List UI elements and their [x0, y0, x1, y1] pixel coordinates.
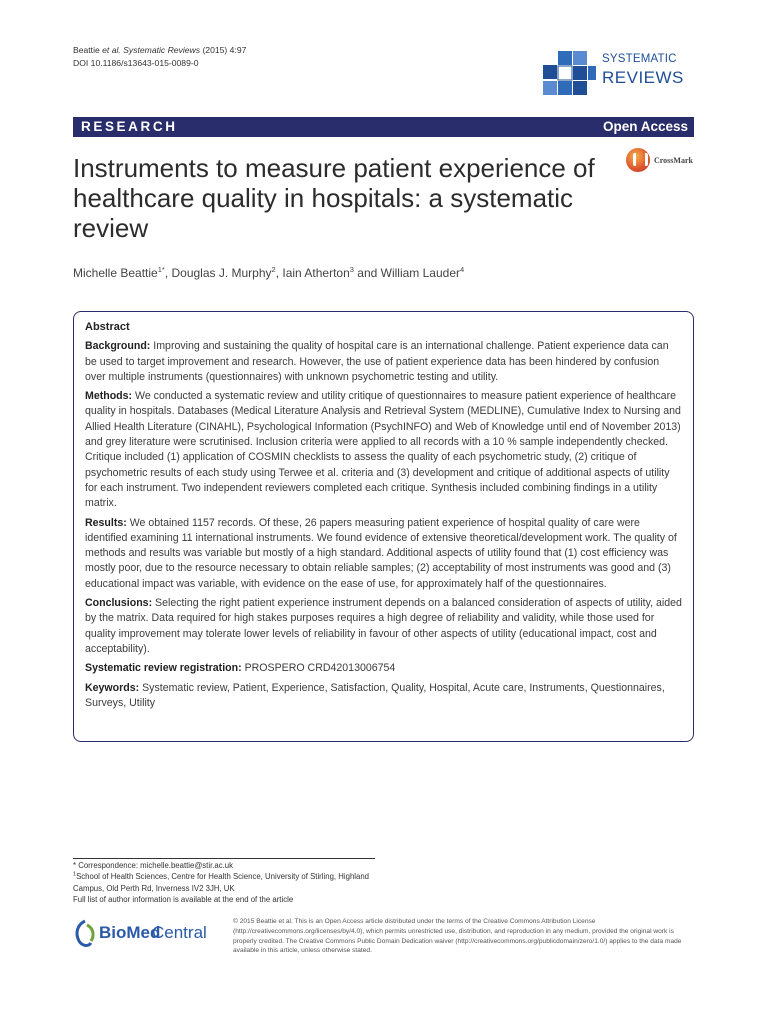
- abstract-registration: [85, 661, 682, 676]
- author-affiliation: 3: [349, 265, 354, 274]
- abstract-background: [85, 339, 682, 385]
- crossmark-label: CrossMark: [654, 156, 693, 165]
- article-type: RESEARCH: [81, 119, 178, 134]
- article-title: Instruments to measure patient experience of healthcare quality in hospitals: a systematic review: [73, 153, 595, 243]
- article-type-banner: [73, 117, 694, 137]
- citation-year: (2015) 4:97: [200, 45, 247, 55]
- citation-journal: et al. Systematic Reviews: [102, 45, 201, 55]
- citation-header: [73, 44, 246, 70]
- author-name[interactable]: William Lauder: [380, 266, 460, 280]
- journal-logo-text: [602, 54, 684, 86]
- abstract-keywords: [85, 681, 682, 712]
- author-list: [73, 266, 464, 280]
- conclusions-label: Conclusions:: [85, 597, 153, 610]
- registration-label: Systematic review registration:: [85, 662, 242, 675]
- abstract-content: [85, 320, 682, 715]
- keywords-label: Keywords:: [85, 681, 140, 694]
- abstract-conclusions: [85, 596, 682, 657]
- author-affiliation: 1*: [157, 265, 165, 274]
- results-label: Results:: [85, 516, 127, 529]
- affiliation-sup: 1: [73, 871, 77, 878]
- methods-label: Methods:: [85, 390, 133, 403]
- logo-line2: REVIEWS: [602, 67, 684, 87]
- methods-text: We conducted a systematic review and utility critique of questionnaires to measure patient experience of healthcare quality in hospitals. Databases (Medical Literature Analysis and Retrieval System (MEDLINE), Cumulative Index to Nursing and Allied Health Literature (CINAHL), Psychological Information (PsychINFO) and Web of Knowledge until end of November 2013) and grey literature were scrutinised. Inclusion criteria were applied to all records with a 10 % sample independently checked. Critique included (1) application of COSMIN checklists to assess the quality of each psychometric study, (2) critique of psychometric results of each study using Terwee et al. criteria and (3) development and critique of additional aspects of utility for each instrument. Two independent reviewers completed each critique. Synthesis included combining findings in a utility matrix.: [85, 390, 681, 510]
- biomed-central-icon: [73, 919, 97, 949]
- open-access-label: Open Access: [602, 119, 688, 134]
- author-info-note: Full list of author information is available at the end of the article: [73, 894, 294, 904]
- publisher-logo[interactable]: [73, 917, 223, 953]
- author-separator: ,: [164, 266, 172, 280]
- citation-line: [73, 44, 246, 57]
- background-text: Improving and sustaining the quality of hospital care is an international challenge. Patient experience data can be used to target improvement and research. However, the use of patient experience data has been hindered by confusion over multiple instruments (questionnaires) with unknown psychometric testing and utility.: [85, 340, 669, 383]
- conclusions-text: Selecting the right patient experience instrument depends on a balanced consideration of aspects of utility, aided by the matrix. Data required for high stakes purposes requires a high degree of reliability and validity, while those used for quality improvement may tolerate lower levels of reliability in favour of other aspects of utility (educational impact, cost and acceptability).: [85, 597, 682, 655]
- author-separator: and: [353, 266, 381, 280]
- author-name[interactable]: Iain Atherton: [282, 266, 350, 280]
- publisher-name-regular: Central: [152, 923, 207, 942]
- affiliation: [73, 871, 393, 894]
- systematic-reviews-logo-icon: [543, 47, 599, 103]
- license-text: © 2015 Beattie et al. This is an Open Access article distributed under the terms of the Creative Commons Attribution License (http://creativecommons.org/licenses/by/4.0), which permits unrestricted use, distribution, and reproduction in any medium, provided the original work is properly credited. The Creative Commons Public Domain Dedication waiver (http://creativecommons.org/publicdomain/zero/1.0/) applies to the data made available in this article, unless otherwise stated.: [233, 918, 682, 955]
- affiliation-text: School of Health Sciences, Centre for Health Science, University of Stirling, Highland Campus, Old Perth Rd, Inverness IV2 3JH, UK: [73, 872, 370, 893]
- author-name[interactable]: Douglas J. Murphy: [171, 266, 272, 280]
- publisher-name-bold: BioMed: [99, 923, 161, 942]
- abstract-results: [85, 516, 682, 592]
- crossmark-badge[interactable]: [626, 148, 698, 176]
- abstract-methods: [85, 389, 682, 511]
- keywords-text: Systematic review, Patient, Experience, Satisfaction, Quality, Hospital, Acute care, Instruments, Questionnaires, Surveys, Utility: [85, 681, 665, 709]
- citation-authors: Beattie: [73, 45, 103, 55]
- footnotes: [73, 860, 393, 905]
- author-separator: ,: [275, 266, 283, 280]
- logo-line1: SYSTEMATIC: [602, 53, 677, 65]
- results-text: We obtained 1157 records. Of these, 26 papers measuring patient experience of hospital quality of care were identified examining 11 international instruments. We found evidence of extensive theoretical/development work. The quality of methods and results was variable but mostly of a high standard. Additional aspects of utility found that (1) cost efficiency was mostly poor, due to the resource necessary to obtain reliable samples; (2) acceptability of most instruments was good and (3) educational impact was variable, with evidence on the ease of use, for approximately half of the questionnaires.: [85, 516, 677, 590]
- citation-doi[interactable]: DOI 10.1186/s13643-015-0089-0: [73, 58, 199, 68]
- abstract-heading: Abstract: [85, 321, 130, 333]
- journal-logo[interactable]: [543, 47, 693, 103]
- background-label: Background:: [85, 340, 151, 353]
- author-affiliation: 4: [460, 265, 465, 274]
- abstract-box: [73, 311, 694, 742]
- author-affiliation: 2: [271, 265, 276, 274]
- registration-text: PROSPERO CRD42013006754: [241, 662, 396, 675]
- author-name[interactable]: Michelle Beattie: [73, 266, 158, 280]
- footnote-divider: [73, 858, 375, 859]
- correspondence[interactable]: * Correspondence: michelle.beattie@stir.ac.uk: [73, 861, 234, 870]
- crossmark-icon: [626, 148, 650, 172]
